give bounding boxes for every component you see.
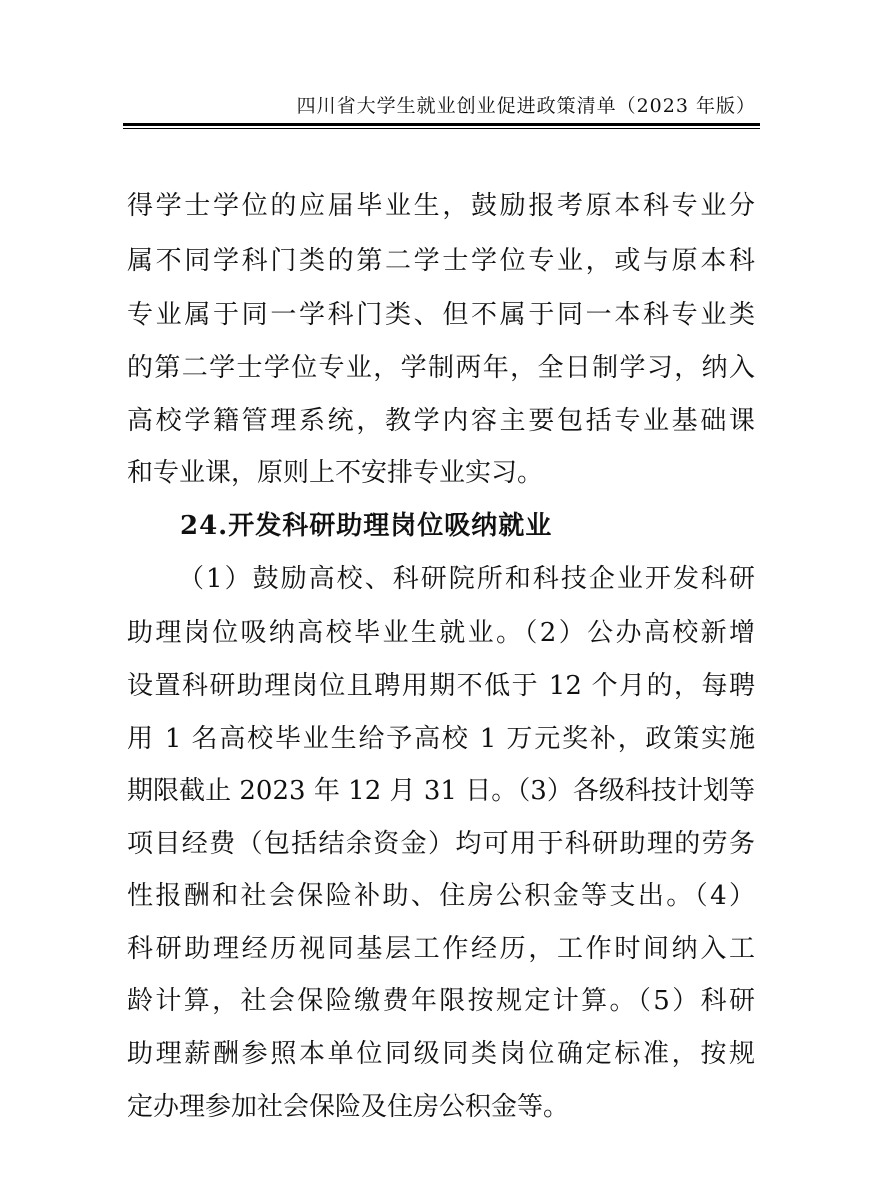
paragraph-line: 科研助理经历视同基层工作经历，工作时间纳入工 <box>127 934 755 964</box>
paragraph-line: 和专业课，原则上不安排专业实习。 <box>127 458 544 488</box>
header-rule-thin <box>123 128 760 129</box>
paragraph-line: 得学士学位的应届毕业生，鼓励报考原本科专业分 <box>127 191 755 221</box>
paragraph-line: 高校学籍管理系统，教学内容主要包括专业基础课 <box>127 406 755 436</box>
paragraph-line: 属不同学科门类的第二学士学位专业，或与原本科 <box>127 246 755 276</box>
paragraph-line: 助理薪酬参照本单位同级同类岗位确定标准，按规 <box>127 1039 755 1069</box>
paragraph-line: 的第二学士学位专业，学制两年，全日制学习，纳入 <box>127 353 755 383</box>
section-heading: 24.开发科研助理岗位吸纳就业 <box>180 511 553 541</box>
paragraph-line: 设置科研助理岗位且聘用期不低于 12 个月的，每聘 <box>127 671 755 701</box>
header-rule <box>123 123 760 126</box>
paragraph-line: 用 1 名高校毕业生给予高校 1 万元奖补，政策实施 <box>127 724 755 754</box>
paragraph-line: 助理岗位吸纳高校毕业生就业。（2）公办高校新增 <box>127 618 755 648</box>
paragraph-line: （1）鼓励高校、科研院所和科技企业开发科研 <box>178 564 755 594</box>
paragraph-line: 龄计算，社会保险缴费年限按规定计算。（5）科研 <box>127 986 755 1016</box>
running-header: 四川省大学生就业创业促进政策清单（2023 年版） <box>296 95 756 117</box>
paragraph-line: 专业属于同一学科门类、但不属于同一本科专业类 <box>127 300 755 330</box>
paragraph-line: 定办理参加社会保险及住房公积金等。 <box>127 1092 570 1122</box>
paragraph-line: 期限截止 2023 年 12 月 31 日。（3）各级科技计划等 <box>127 776 755 806</box>
paragraph-line: 项目经费（包括结余资金）均可用于科研助理的劳务 <box>127 829 755 859</box>
paragraph-line: 性报酬和社会保险补助、住房公积金等支出。（4） <box>127 881 755 911</box>
